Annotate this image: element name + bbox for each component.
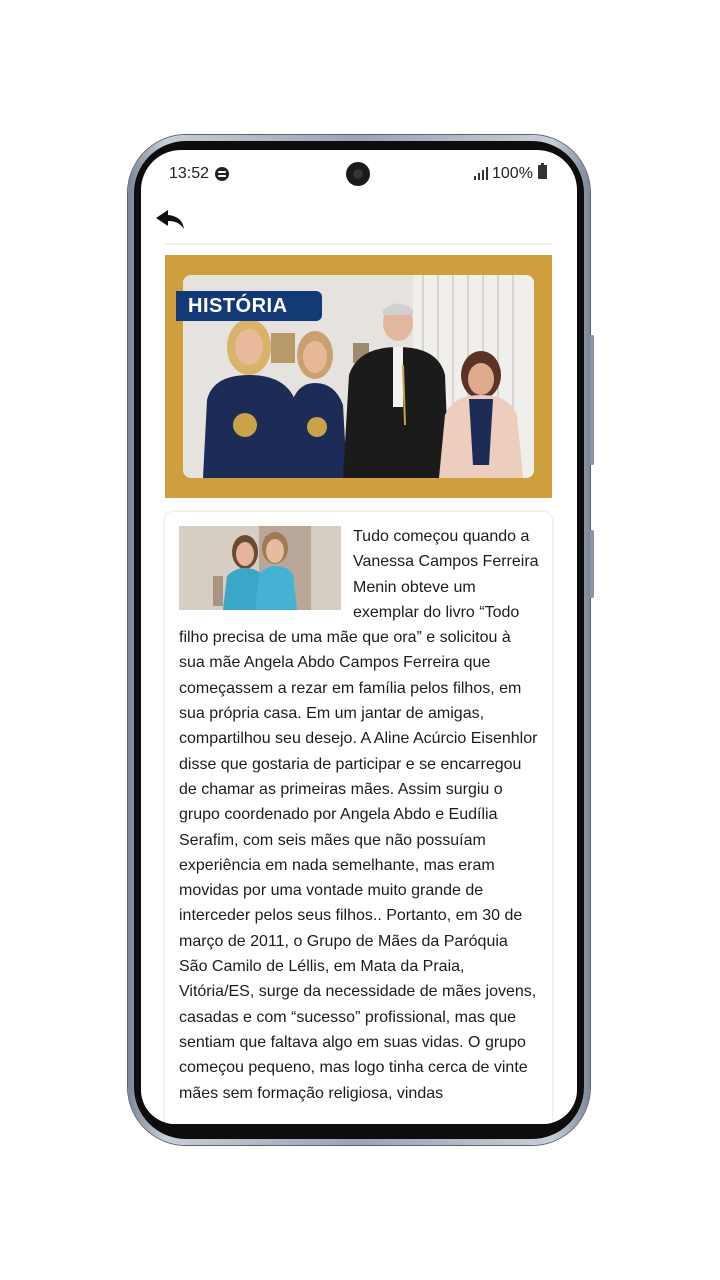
battery-percent: 100%	[492, 165, 533, 182]
status-time: 13:52	[169, 165, 210, 182]
status-bar	[141, 150, 577, 198]
article-body: Tudo começou quando a Vanessa Campos Ferreira Menin obteve um exemplar do livro “Todo filho precisa de uma mãe que ora” e solicitou à sua mãe Angela Abdo Campos Ferreira que começassem a rezar em família pelos filhos, em sua própria casa. Em um jantar de amigas, compartilhou seu desejo. A Aline Acúrcio Eisenhlor disse que gostaria de participar e se encarregou de chamar as primeiras mães. Assim surgiu o grupo coordenado por Angela Abdo e Eudília Serafim, com seis mães que não possuíam experiência em nada semelhante, mas eram movidas por uma vontade muito grande de interceder pelos seus filhos.. Portanto, em 30 de março de 2011, o Grupo de Mães da Paróquia São Camilo de Léllis, em Mata da Praia, Vitória/ES, surge da necessidade de mães jovens, casadas e com “sucesso” profissional, mas que sentiam que faltava algo em suas vidas. O grupo começou pequeno, mas logo tinha cerca de vinte mães sem formação religiosa, vindas	[179, 528, 539, 1102]
front-camera	[346, 162, 370, 186]
spotify-icon	[215, 167, 229, 181]
back-arrow-icon	[153, 204, 189, 236]
volume-button	[590, 335, 594, 465]
signal-icon	[474, 167, 488, 180]
hero-banner	[165, 255, 552, 498]
app-screen	[141, 150, 577, 1124]
article-card	[165, 512, 552, 1124]
battery-icon	[538, 165, 547, 179]
history-badge: HISTÓRIA	[176, 291, 322, 321]
power-button	[590, 530, 594, 598]
back-button[interactable]	[153, 204, 189, 236]
header-divider	[165, 243, 553, 245]
